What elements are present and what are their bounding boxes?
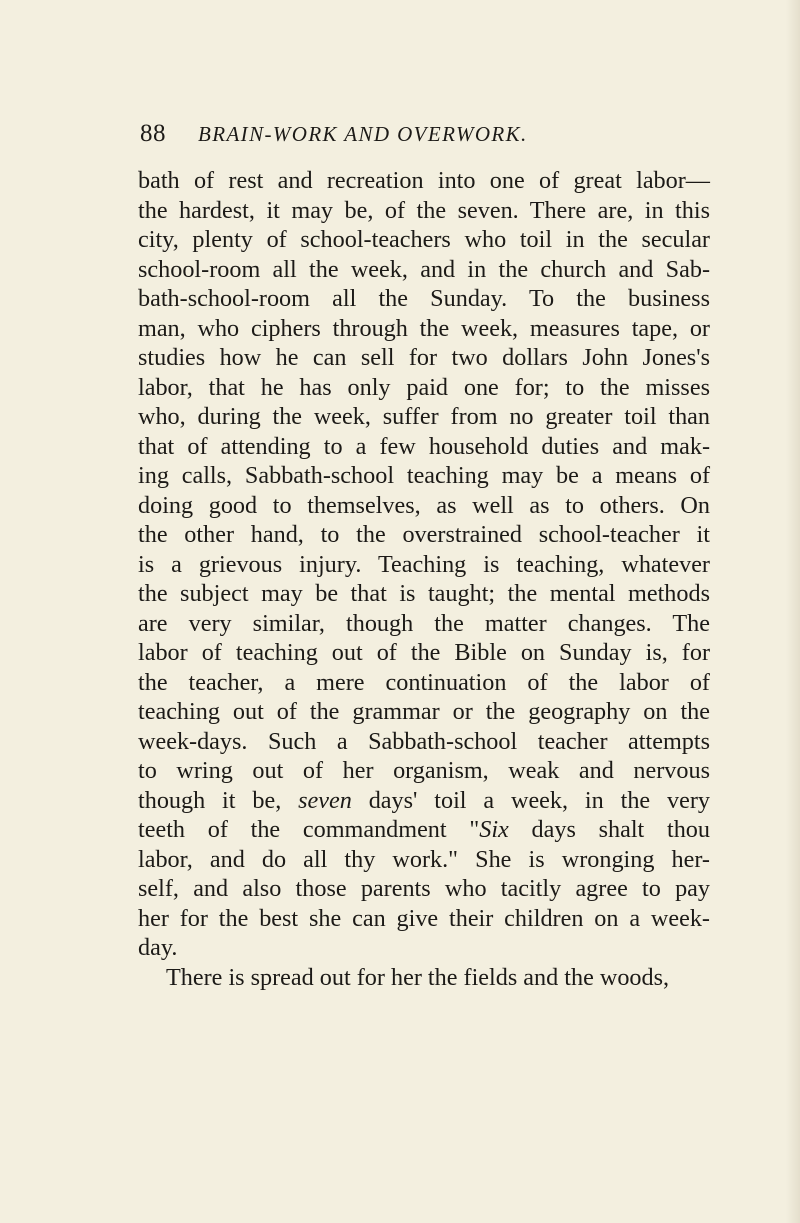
text-line: labor of teaching out of the Bible on Sunday is, for <box>138 639 710 666</box>
text-segment: though it be, <box>138 786 299 814</box>
text-line: the teacher, a mere continuation of the labor of <box>138 668 710 696</box>
running-title: BRAIN-WORK AND OVERWORK. <box>198 122 528 146</box>
text-line: bath of rest and recreation into one of great labor— <box>138 167 710 194</box>
page-edge-shadow <box>786 0 800 1223</box>
body-text <box>138 166 710 992</box>
paragraph-start-line: There is spread out for her the fields and the woods, <box>166 963 670 991</box>
text-line: are very similar, though the matter changes. The <box>138 609 710 637</box>
running-head <box>140 120 700 154</box>
text-line: doing good to themselves, as well as to others. On <box>138 491 710 519</box>
text-line: the other hand, to the overstrained school-teacher it <box>138 521 710 548</box>
text-line: day. <box>138 934 178 961</box>
italic-word: Six <box>479 816 509 843</box>
text-line: labor, that he has only paid one for; to the misses <box>138 373 710 401</box>
text-line: city, plenty of school-teachers who toil in the secular <box>138 226 710 253</box>
text-line: teaching out of the grammar or the geography on the <box>138 698 710 725</box>
text-line: studies how he can sell for two dollars John Jones's <box>138 344 710 371</box>
text-line: to wring out of her organism, weak and nervous <box>138 757 710 784</box>
text-line: the hardest, it may be, of the seven. There are, in this <box>138 196 710 224</box>
text-line: labor, and do all thy work." She is wronging her- <box>138 845 710 873</box>
italic-word: seven <box>298 786 352 814</box>
text-line: school-room all the week, and in the church and Sab- <box>138 255 710 283</box>
text-line: bath-school-room all the Sunday. To the business <box>138 285 710 312</box>
text-line: ing calls, Sabbath-school teaching may be a means of <box>138 462 710 489</box>
text-line <box>138 815 710 845</box>
text-line: self, and also those parents who tacitly agree to pay <box>138 875 710 902</box>
text-line: who, during the week, suffer from no greater toil than <box>138 403 710 430</box>
text-segment: days shalt thou <box>508 816 710 843</box>
text-line: the subject may be that is taught; the mental methods <box>138 580 710 607</box>
text-line: her for the best she can give their children on a week- <box>138 904 710 932</box>
text-segment: days' toil a week, in the very <box>351 786 710 814</box>
text-line <box>138 786 710 816</box>
text-line: week-days. Such a Sabbath-school teacher attempts <box>138 727 710 755</box>
text-line: that of attending to a few household duties and mak- <box>138 432 710 460</box>
text-line: man, who ciphers through the week, measures tape, or <box>138 314 710 342</box>
text-line: is a grievous injury. Teaching is teaching, whatever <box>138 550 710 578</box>
text-segment: teeth of the commandment " <box>138 816 480 843</box>
page-number: 88 <box>140 120 166 147</box>
